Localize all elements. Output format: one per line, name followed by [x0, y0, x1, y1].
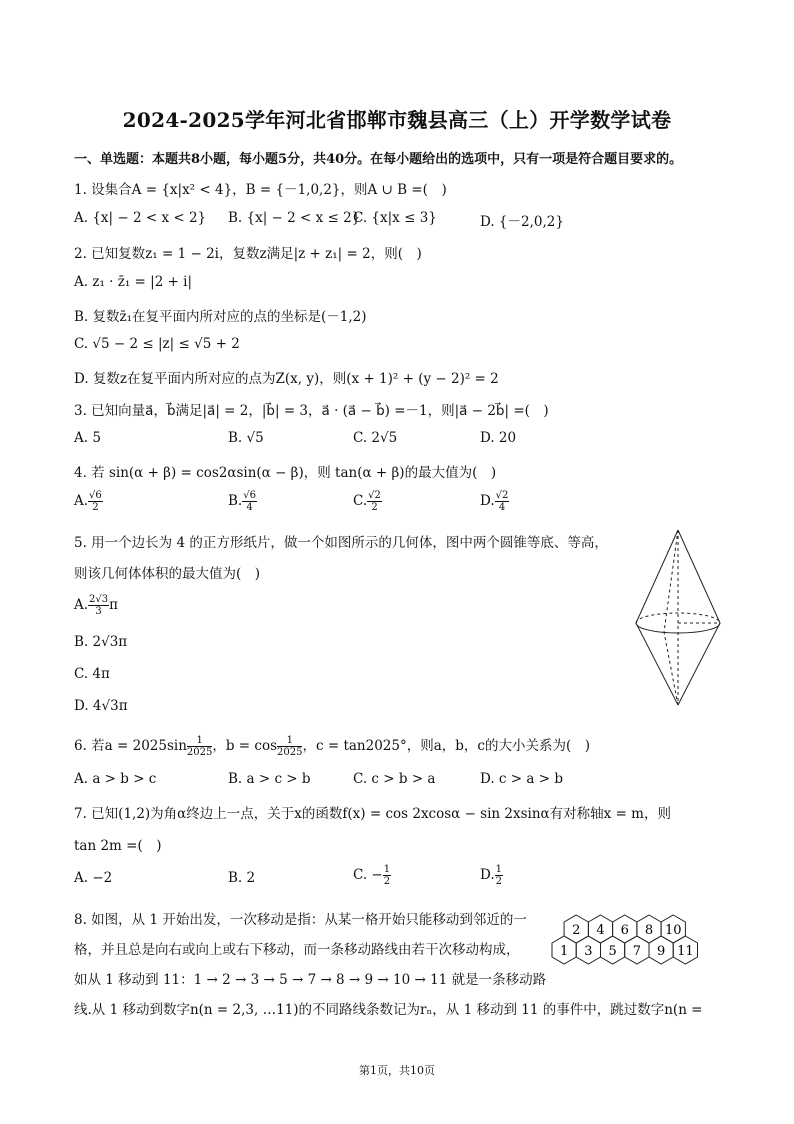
question-3-option-a: A. 5 — [74, 430, 101, 446]
fraction: $\frac{√2}{4}$ — [495, 490, 509, 513]
question-4-stem: 4. 若 sin(α + β) = cos2αsin(α − β)，则 tan(α + β)的最大值为( ) — [74, 465, 497, 481]
hex-cell-label: 3 — [584, 944, 593, 959]
hex-cell-label: 9 — [656, 944, 666, 959]
question-6-option-a: A. a > b > c — [74, 771, 157, 787]
question-7-option-b: B. 2 — [228, 870, 256, 886]
question-2-option-b: B. 复数z̄₁在复平面内所对应的点的坐标是(－1,2) — [74, 309, 367, 325]
question-8-line-1: 8. 如图，从 1 开始出发，一次移动是指：从某一格开始只能移动到邻近的一 — [74, 912, 527, 928]
question-1-option-c: C. {x|x ≤ 3} — [353, 210, 437, 226]
hex-cell-label: 10 — [664, 923, 682, 938]
page-footer: 第1页，共10页 — [359, 1064, 435, 1077]
fraction: $\frac{1}{2}$ — [495, 864, 503, 887]
question-6-option-b: B. a > c > b — [228, 771, 311, 787]
question-4-option-c — [353, 490, 382, 513]
question-8-line-2: 格，并且总是向右或向上或右下移动，而一条移动路线由若干次移动构成， — [74, 942, 520, 958]
hex-cell-label: 8 — [644, 923, 654, 938]
question-2-stem: 2. 已知复数z₁ = 1 − 2i，复数z满足|z + z₁| = 2，则( ) — [74, 246, 422, 262]
question-8-line-3: 如从 1 移动到 11：1 → 2 → 3 → 5 → 7 → 8 → 9 → 10 → 11 就是一条移动路 — [74, 972, 547, 988]
question-4-option-d — [480, 490, 509, 513]
fraction: $\frac{√6}{4}$ — [243, 490, 256, 513]
question-7-option-c: C. − $\frac{1}{2}$ — [353, 864, 391, 887]
section-heading: 一、单选题：本题共8小题，每小题5分，共40分。在每小题给出的选项中，只有一项是符合题目要求的。 — [74, 152, 683, 167]
fraction: $\frac{1}{2025}$ — [186, 735, 213, 758]
hex-cell-label: 4 — [596, 923, 605, 938]
hex-cell-label: 5 — [608, 944, 617, 959]
question-6-stem: 6. 若a = 2025sin $\frac{1}{2025}$ ，b = cos $\frac{1}{2025}$ ，c = tan2025°，则a，b，c的大小关系为( ) — [74, 735, 590, 758]
option-label: A. — [74, 493, 89, 509]
option-label: B. — [228, 493, 243, 509]
fraction: $\frac{2√3}{3}$ — [89, 594, 109, 617]
fraction: $\frac{1}{2025}$ — [277, 735, 303, 758]
question-7-stem-line-1: 7. 已知(1,2)为角α终边上一点，关于x的函数f(x) = cos 2xcosα − sin 2xsinα有对称轴x = m，则 — [74, 806, 671, 822]
hex-cell-label: 6 — [620, 923, 629, 938]
hexagon-grid-figure — [551, 906, 721, 968]
question-5-option-d: D. 4√3π — [74, 698, 128, 714]
fraction: $\frac{√2}{2}$ — [368, 490, 381, 513]
question-7-option-d: D. $\frac{1}{2}$ — [480, 864, 503, 887]
question-2-option-d: D. 复数z在复平面内所对应的点为Z(x, y)，则(x + 1)² + (y − 2)² = 2 — [74, 371, 499, 387]
question-3-option-b: B. √5 — [228, 430, 264, 446]
question-1-option-d: D. {－2,0,2} — [480, 214, 564, 230]
question-5-option-b: B. 2√3π — [74, 634, 128, 650]
question-3-stem: 3. 已知向量a⃗，b⃗满足|a⃗| = 2，|b⃗| = 3，a⃗ · (a⃗ − b⃗) =－1，则|a⃗ − 2b⃗| =( ) — [74, 403, 549, 419]
question-5-option-c: C. 4π — [74, 666, 110, 682]
question-2-option-c: C. √5 − 2 ≤ |z| ≤ √5 + 2 — [74, 336, 240, 352]
question-7-option-a: A. −2 — [74, 870, 113, 886]
question-2-option-a: A. z₁ · z̄₁ = |2 + i| — [74, 274, 193, 290]
question-6-option-c: C. c > b > a — [353, 771, 436, 787]
hex-cell-label: 7 — [632, 944, 642, 959]
page-title: 2024-2025学年河北省邯郸市魏县高三（上）开学数学试卷 — [122, 108, 672, 132]
question-5-stem-line-2: 则该几何体体积的最大值为( ) — [74, 566, 261, 582]
question-1-stem: 1. 设集合A = {x|x² < 4}，B = {－1,0,2}，则A ∪ B =( ) — [74, 182, 447, 198]
question-5-option-a: A. $\frac{2√3}{3}$ π — [74, 594, 119, 617]
question-4-option-b — [228, 490, 257, 513]
fraction: $\frac{√6}{2}$ — [89, 490, 102, 513]
question-4-option-a — [74, 490, 103, 513]
hex-cell-label: 1 — [559, 944, 569, 959]
question-6-option-d: D. c > a > b — [480, 771, 563, 787]
question-1-option-a: A. {x| − 2 < x < 2} — [74, 210, 207, 226]
question-8-line-4: 线.从 1 移动到数字n(n = 2,3, …11)的不同路线条数记为rₙ，从 1 移动到 11 的事件中，跳过数字n(n = — [74, 1002, 703, 1018]
option-label: D. — [480, 493, 495, 509]
option-label: C. — [353, 493, 368, 509]
question-1-option-b: B. {x| − 2 < x ≤ 2} — [228, 210, 361, 226]
question-5-stem-line-1: 5. 用一个边长为 4 的正方形纸片，做一个如图所示的几何体，图中两个圆锥等底、等高， — [74, 535, 608, 551]
question-3-option-c: C. 2√5 — [353, 430, 398, 446]
fraction: $\frac{1}{2}$ — [383, 864, 391, 887]
question-3-option-d: D. 20 — [480, 430, 517, 446]
question-7-stem-line-2: tan 2m =( ) — [74, 838, 162, 854]
hex-cell-label: 2 — [572, 923, 581, 938]
double-cone-figure — [630, 528, 726, 708]
hex-cell-label: 11 — [677, 944, 694, 959]
